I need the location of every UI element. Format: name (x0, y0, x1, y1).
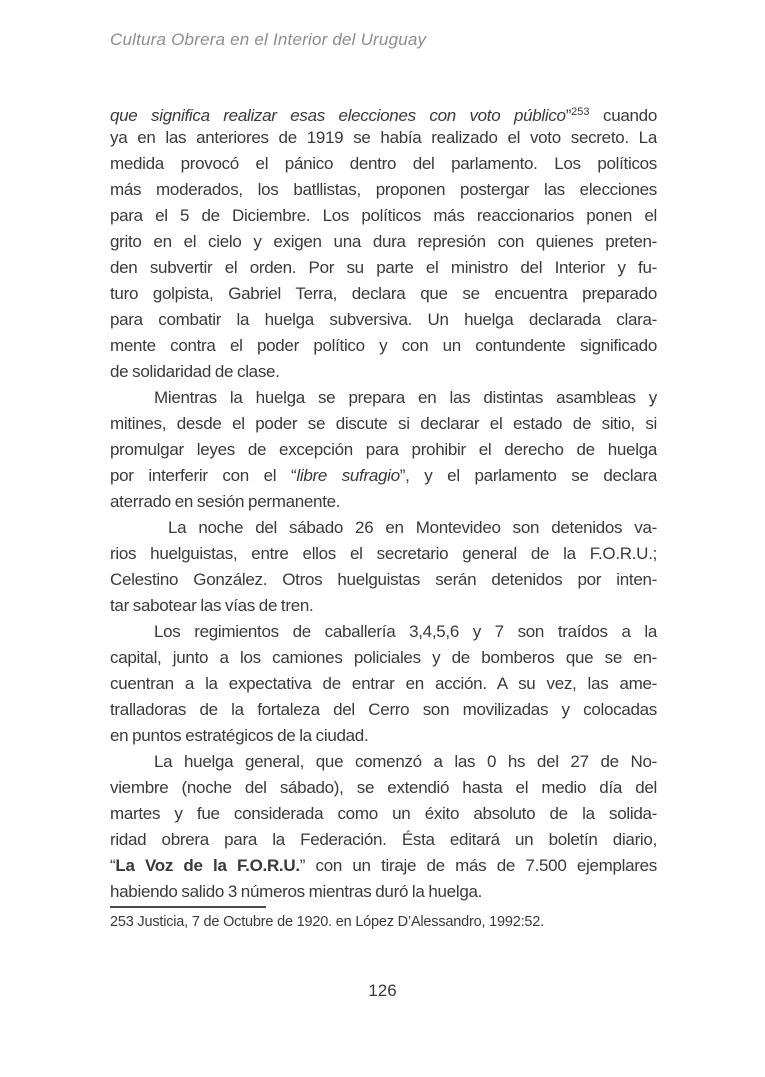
text-run: martes y fue considerada como un éxito absoluto de la solida- (110, 804, 657, 823)
paragraph (110, 515, 657, 619)
text-line (110, 775, 657, 801)
text-run: Los regimientos de caballería 3,4,5,6 y 7 son traídos a la (154, 622, 657, 641)
paragraph (110, 619, 657, 749)
text-run: que significa realizar esas elecciones con voto público (110, 106, 566, 125)
text-line (110, 411, 657, 437)
footnote-separator (110, 906, 266, 908)
text-run: den subvertir el orden. Por su parte el ministro del Interior y fu- (110, 258, 657, 277)
text-line (110, 853, 657, 879)
text-run: habiendo salido 3 números mientras duró la huelga. (110, 882, 483, 901)
text-run: ”, y el parlamento se declara (399, 466, 657, 485)
text-line (110, 723, 657, 749)
footnote-reference: 253 (571, 106, 590, 118)
text-run: en puntos estratégicos de la ciudad. (110, 726, 369, 745)
text-line (110, 593, 657, 619)
text-run: tar sabotear las vías de tren. (110, 596, 314, 615)
text-line (110, 879, 657, 905)
text-line (110, 645, 657, 671)
text-run: mente contra el poder político y con un contundente significado (110, 336, 657, 355)
text-run: viembre (noche del sábado), se extendió hasta el medio día del (110, 778, 657, 797)
text-run: capital, junto a los camiones policiales y de bomberos que se en- (110, 648, 657, 667)
footnote (110, 906, 657, 930)
text-run: más moderados, los batllistas, proponen postergar las elecciones (110, 180, 657, 199)
text-line (110, 333, 657, 359)
body-text (110, 99, 657, 905)
text-run: La Voz de la F.O.R.U. (115, 856, 300, 875)
page-number: 126 (368, 981, 397, 1000)
text-line (110, 567, 657, 593)
text-run: turo golpista, Gabriel Terra, declara que se encuentra preparado (110, 284, 657, 303)
paragraph (110, 749, 657, 905)
text-run: ” (565, 106, 572, 125)
text-line (110, 749, 657, 775)
text-line (110, 619, 657, 645)
text-run: mitines, desde el poder se discute si declarar el estado de sitio, si (110, 414, 657, 433)
text-run: ya en las anteriores de 1919 se había realizado el voto secreto. La (110, 128, 657, 147)
text-line (110, 515, 657, 541)
text-line (110, 281, 657, 307)
text-run: de solidaridad de clase. (110, 362, 280, 381)
text-line (110, 203, 657, 229)
text-run: La huelga general, que comenzó a las 0 hs del 27 de No- (154, 752, 657, 771)
text-line (110, 437, 657, 463)
text-run: cuando (589, 106, 657, 125)
text-line (110, 463, 657, 489)
text-line (110, 697, 657, 723)
text-run: Celestino González. Otros huelguistas serán detenidos por inten- (110, 570, 657, 589)
text-run: ” con un tiraje de más de 7.500 ejemplares (299, 856, 657, 875)
footnote-text: 253 Justicia, 7 de Octubre de 1920. en López D’Alessandro, 1992:52. (110, 914, 544, 930)
text-line (110, 229, 657, 255)
text-line (110, 671, 657, 697)
text-line (110, 827, 657, 853)
text-line (110, 177, 657, 203)
text-line (110, 151, 657, 177)
text-line (110, 385, 657, 411)
running-header: Cultura Obrera en el Interior del Uruguay (110, 30, 427, 49)
text-run: por interferir con el “ (110, 466, 297, 485)
text-run: para combatir la huelga subversiva. Un huelga declarada clara- (110, 310, 657, 329)
paragraph (110, 99, 657, 385)
text-line (110, 255, 657, 281)
text-run: aterrado en sesión permanente. (110, 492, 341, 511)
text-run: promulgar leyes de excepción para prohibir el derecho de huelga (110, 440, 657, 459)
text-run: grito en el cielo y exigen una dura represión con quienes preten- (110, 232, 657, 251)
text-line (110, 489, 657, 515)
paragraph (110, 385, 657, 515)
text-run: La noche del sábado 26 en Montevideo son detenidos va- (168, 518, 657, 537)
text-run: libre sufragio (296, 466, 400, 485)
text-run: ridad obrera para la Federación. Ésta editará un boletín diario, (110, 830, 657, 849)
text-run: rios huelguistas, entre ellos el secretario general de la F.O.R.U.; (110, 544, 657, 563)
text-run: Mientras la huelga se prepara en las distintas asambleas y (154, 388, 657, 407)
text-line (110, 359, 657, 385)
text-run: cuentran a la expectativa de entrar en acción. A su vez, las ame- (110, 674, 657, 693)
text-run: tralladoras de la fortaleza del Cerro son movilizadas y colocadas (110, 700, 657, 719)
text-line (110, 125, 657, 151)
text-run: “ (110, 856, 116, 875)
text-line (110, 99, 657, 125)
text-line (110, 307, 657, 333)
text-line (110, 801, 657, 827)
text-line (110, 541, 657, 567)
text-run: medida provocó el pánico dentro del parlamento. Los políticos (110, 154, 657, 173)
text-run: para el 5 de Diciembre. Los políticos más reaccionarios ponen el (110, 206, 657, 225)
